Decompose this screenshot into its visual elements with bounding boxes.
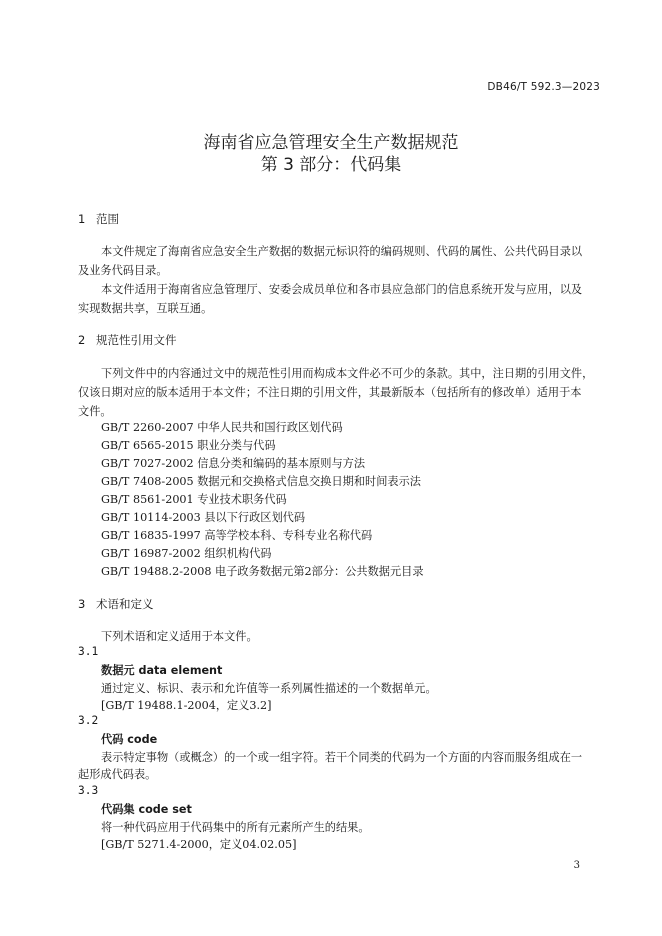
section-1-title: 范围 — [96, 212, 119, 226]
section-2-heading — [78, 332, 177, 348]
reference-item: GB/T 7408-2005 数据元和交换格式信息交换日期和时间表示法 — [101, 475, 421, 488]
section-3-title: 术语和定义 — [96, 597, 154, 611]
section-1-para2-line2: 实现数据共享，互联互通。 — [78, 302, 213, 315]
section-1-para1-line1: 本文件规定了海南省应急安全生产数据的数据元标识符的编码规则、代码的属性、公共代码目录以 — [101, 245, 583, 258]
section-1-para1-line2: 及业务代码目录。 — [78, 264, 168, 277]
term-definition: 将一种代码应用于代码集中的所有元素所产生的结果。 — [101, 821, 370, 834]
reference-item: GB/T 10114-2003 县以下行政区划代码 — [101, 511, 306, 524]
section-1-number: 1 — [78, 212, 86, 226]
term-title: 代码集 code set — [101, 803, 192, 816]
clause-number: 3.1 — [78, 645, 99, 658]
section-1-heading — [78, 211, 119, 227]
term-title: 代码 code — [101, 733, 158, 746]
section-2-title: 规范性引用文件 — [96, 333, 177, 347]
term-definition: 通过定义、标识、表示和允许值等一系列属性描述的一个数据单元。 — [101, 682, 437, 695]
document-code: DB46/T 592.3—2023 — [487, 81, 600, 93]
section-1-para2-line1: 本文件适用于海南省应急管理厅、安委会成员单位和各市县应急部门的信息系统开发与应用，以及 — [101, 283, 583, 296]
document-title-line2: 第 3 部分：代码集 — [260, 155, 402, 175]
section-2-para-line2: 仅该日期对应的版本适用于本文件；不注日期的引用文件，其最新版本（包括所有的修改单）适用于本 — [78, 386, 582, 399]
section-2-number: 2 — [78, 333, 86, 347]
term-source: [GB/T 19488.1-2004，定义3.2] — [101, 699, 272, 712]
reference-item: GB/T 6565-2015 职业分类与代码 — [101, 439, 276, 452]
term-title: 数据元 data element — [101, 664, 223, 677]
term-definition-line1: 表示特定事物（或概念）的一个或一组字符。若干个同类的代码为一个方面的内容而服务组成在一 — [101, 751, 583, 764]
section-3-intro: 下列术语和定义适用于本文件。 — [101, 630, 258, 643]
section-3-number: 3 — [78, 597, 86, 611]
reference-item: GB/T 16987-2002 组织机构代码 — [101, 547, 272, 560]
clause-number: 3.3 — [78, 784, 99, 797]
term-source: [GB/T 5271.4-2000，定义04.02.05] — [101, 838, 297, 851]
page-number: 3 — [573, 860, 580, 871]
document-title-line1: 海南省应急管理安全生产数据规范 — [203, 133, 459, 153]
section-2-para-line3: 文件。 — [78, 405, 112, 418]
reference-item: GB/T 7027-2002 信息分类和编码的基本原则与方法 — [101, 457, 366, 470]
reference-item: GB/T 8561-2001 专业技术职务代码 — [101, 493, 287, 506]
section-3-heading — [78, 596, 154, 612]
clause-number: 3.2 — [78, 714, 99, 727]
reference-item: GB/T 2260-2007 中华人民共和国行政区划代码 — [101, 421, 343, 434]
reference-item: GB/T 16835-1997 高等学校本科、专科专业名称代码 — [101, 529, 373, 542]
reference-item: GB/T 19488.2-2008 电子政务数据元第2部分：公共数据元目录 — [101, 565, 424, 578]
term-definition-line2: 起形成代码表。 — [78, 768, 157, 781]
section-2-para-line1: 下列文件中的内容通过文中的规范性引用而构成本文件必不可少的条款。其中，注日期的引用文件， — [101, 367, 594, 380]
